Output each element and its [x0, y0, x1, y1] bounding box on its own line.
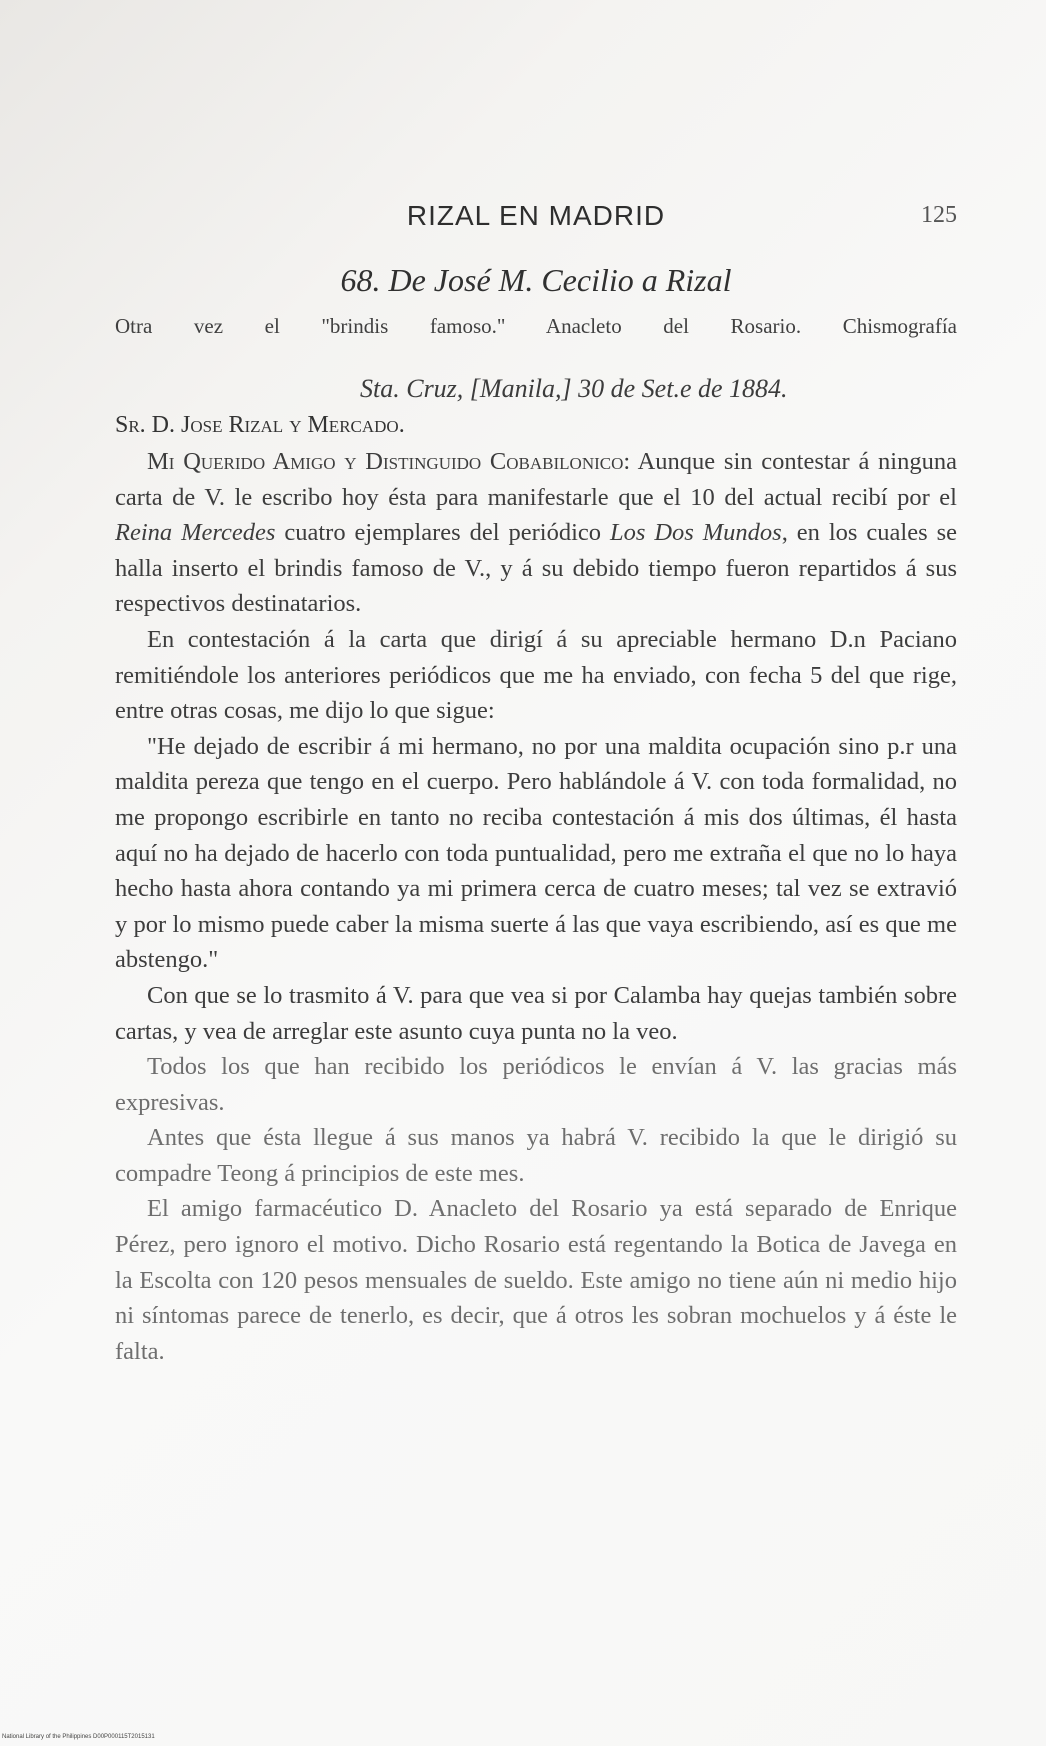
paragraph-1-text-b: cuatro ejemplares del periódico: [284, 519, 602, 547]
addressee: Sr. D. Jose Rizal y Mercado.: [115, 412, 405, 438]
paragraph-6: Antes que ésta llegue á sus manos ya habrá V. recibido la que le dirigió su compadre Teong á principios de este mes.: [115, 1124, 957, 1187]
paragraph-3: "He dejado de escribir á mi hermano, no por una maldita ocupación sino p.r una maldita pereza que tengo en el cuerpo. Pero hablándole á V. con toda formalidad, no me propongo escribirle en tanto no reciba contestación á mis dos últimas, él hasta aquí no ha dejado de hacerlo con toda puntualidad, pero me extraña el que no lo haya hecho hasta ahora contando ya mi primera cerca de cuatro meses; tal vez se extravió y por lo mismo puede caber la misma suerte á las que vaya escribiendo, así es que me abstengo.": [115, 732, 957, 974]
place-date: Sta. Cruz, [Manila,] 30 de Set.e de 1884.: [360, 374, 788, 403]
running-title: RIZAL EN MADRID: [406, 200, 666, 231]
letter-title: 68. De José M. Cecilio a Rizal: [340, 262, 732, 298]
footer-credit: National Library of the Philippines D00P000115T2015131: [2, 1734, 155, 1740]
paragraph-1: [115, 444, 957, 622]
paragraph-4: Con que se lo trasmito á V. para que vea si por Calamba hay quejas también sobre cartas, y vea de arreglar este asunto cuya punta no la veo.: [115, 981, 957, 1045]
paragraph-2: En contestación á la carta que dirigí á su apreciable hermano D.n Paciano remitiéndole los anteriores periódicos que me ha enviado, con fecha 5 del que rige, entre otras cosas, me dijo lo que sigue:: [115, 625, 957, 725]
paragraph-1-text-a: Aunque sin contestar á ninguna carta de V. le escribo hoy ésta para manifestarle que el 10 del actual recibí por el: [115, 448, 957, 511]
page-header: [115, 200, 957, 236]
page-number: 125: [921, 202, 957, 228]
salutation: Mi Querido Amigo y Distinguido Cobabilonico:: [147, 448, 631, 475]
letter-body: [115, 444, 957, 1369]
paragraph-5: Todos los que han recibido los periódicos le envían á V. las gracias más expresivas.: [115, 1053, 957, 1116]
ship-name: Reina Mercedes: [115, 519, 276, 547]
newspaper-name: Los Dos Mundos: [609, 519, 782, 547]
paragraph-7: El amigo farmacéutico D. Anacleto del Rosario ya está separado de Enrique Pérez, pero ignoro el motivo. Dicho Rosario está regentando la Botica de Javega en la Escolta con 120 pesos mensuales de sueldo. Este amigo no tiene aún ni medio hijo ni síntomas parece de tenerlo, es decir, que á otros les sobran mochuelos y á éste le falta.: [115, 1195, 957, 1365]
paragraph-1-text-c: , en los cuales se halla inserto el brindis famoso de V., y á su debido tiempo fueron repartidos á sus respectivos destinatarios.: [115, 519, 957, 618]
letter-subtitle: Otra vez el "brindis famoso." Anacleto del Rosario. Chismografía: [115, 314, 957, 338]
